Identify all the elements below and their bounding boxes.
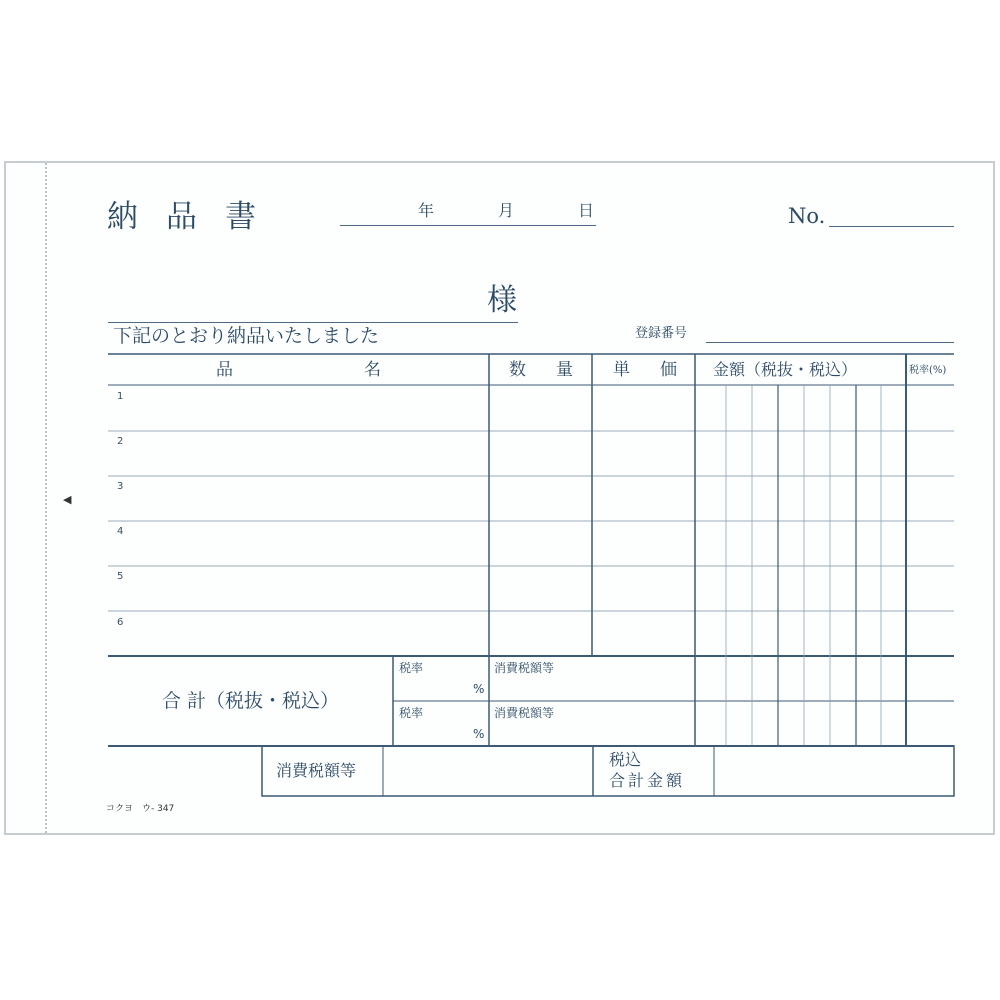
header-item-a: 品 [216,360,233,380]
row-number: 5 [117,571,124,582]
header-qty-b: 量 [556,360,573,380]
row-number: 2 [117,436,124,447]
row-number: 4 [117,526,124,537]
tax-included-label-line2: 合計金額 [609,771,686,790]
percent-sign-1: % [473,682,485,696]
totals-label: 合 計（税抜・税込） [162,690,340,712]
consumption-tax-label-2: 消費税額等 [494,706,555,720]
footer-consumption-tax-label: 消費税額等 [276,761,357,780]
header-unit-b: 価 [660,360,677,380]
percent-sign-2: % [473,727,485,741]
maker-code: コクヨ ウ- 347 [106,804,175,814]
header-unit-a: 単 [613,360,630,380]
row-number: 3 [117,481,124,492]
date-year-label: 年 [418,201,435,220]
header-amount: 金額（税抜・税込） [713,360,858,379]
date-month-label: 月 [498,201,515,220]
row-number: 6 [117,617,124,628]
header-item-b: 名 [364,360,381,380]
tax-rate-label-2: 税率 [399,706,424,720]
consumption-tax-label-1: 消費税額等 [494,661,555,675]
date-day-label: 日 [578,201,595,220]
row-number: 1 [117,391,124,402]
number-label: No. [788,204,826,228]
tax-included-label-line1: 税込 [609,750,642,769]
tax-rate-label-1: 税率 [399,661,424,675]
header-qty-a: 数 [509,360,526,380]
registration-number-label: 登録番号 [635,326,688,341]
header-tax-rate: 税率(%) [909,365,947,376]
form-title: 納品書 [107,199,284,235]
delivery-notice: 下記のとおり納品いたしました [113,325,380,347]
left-arrow-icon: ◀ [63,493,72,506]
honorific: 様 [487,283,517,318]
